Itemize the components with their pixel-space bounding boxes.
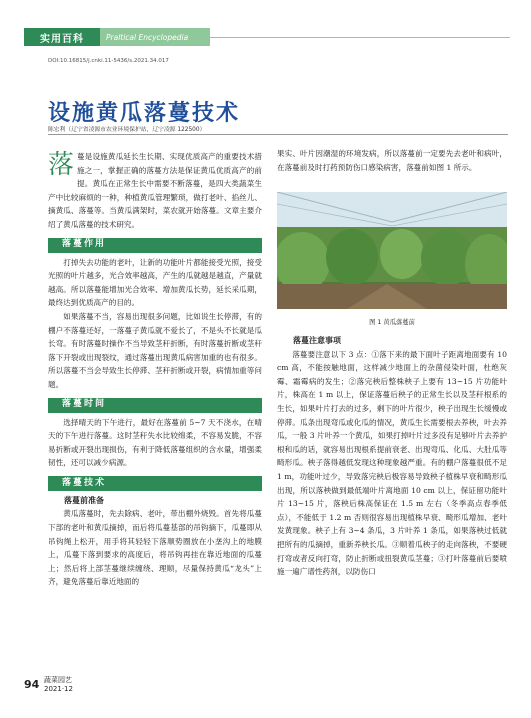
paragraph: 打掉失去功能的老叶，让新的功能叶片都能接受光照，接受光照的叶片越多，光合效率越高，产生的瓜就越是越直，产量就越高。所以落蔓能增加光合效率、增加黄瓜长势，延长采瓜期，最终达到优质高产的目的。 <box>48 257 262 308</box>
doi: DOI:10.16815/j.cnki.11-5436/s.2021.34.017 <box>48 58 169 64</box>
figure-photo <box>277 192 507 309</box>
paragraph: 黄瓜落蔓时，先去除病、老叶，带出棚外烧毁。首先将瓜蔓下部的老叶和黄瓜摘掉，而后将瓜蔓基部的吊钩摘下，瓜蔓即从吊钩绳上松开，用手将其轻轻下落顺势圈放在小垄沟上的地膜上，瓜蔓下落到要求的高度后，将吊钩再挂在靠近地面的瓜蔓上；然后将上部茎蔓继续缠绕、理顺，尽量保持黄瓜“龙头”上齐，避免落蔓后靠近地面的 <box>48 509 262 587</box>
section-label-english: Praltical Encyclopedia <box>100 28 210 46</box>
section-heading-timing: 落蔓时间 <box>48 398 262 413</box>
drop-cap: 落 <box>48 150 75 180</box>
left-column <box>48 150 262 589</box>
section-label: 实用百科 <box>24 28 100 46</box>
right-column-top <box>277 147 507 174</box>
intro-text: 蔓是设施黄瓜延长生长期、实现优质高产的重要技术措施之一，掌握正确的落蔓方法是保证黄瓜优质高产的前提。黄瓜在正常生长中需要不断落蔓，是四大类蔬菜生产中比较麻烦的一种，种植黄瓜管理繁琐，做打老叶、掐丝儿、摘黄瓜、落蔓等。当黄瓜满架时，菜农就开始落蔓。文章主要介绍了黄瓜落蔓的技术研究。 <box>48 152 262 229</box>
subheading-notes: 落蔓注意事项 <box>293 336 341 345</box>
header-rule <box>210 37 510 38</box>
issue-date: 2021·12 <box>44 685 73 693</box>
subheading-preparation: 落蔓前准备 <box>64 495 104 505</box>
article-title: 设施黄瓜落蔓技术 <box>48 101 241 126</box>
paragraph: 如果落蔓不当，容易出现很多问题，比如说生长停滞，有的棚户不落蔓还好，一落蔓子黄瓜就不爱长了，不是头不长就是瓜长弯。有时落蔓时操作不当导致茎秆折断，有时落蔓折断或茎秆落下开裂或出现裂纹，通过落蔓出现黄瓜病害加重的也有很多。所以落蔓不当会导致生长停滞、茎秆折断或开裂，病情加重等问题。 <box>48 311 262 389</box>
author-line: 陈宏利（辽宁省凌源市农业环境保护站，辽宁凌源 122500） <box>48 127 206 133</box>
magazine-info <box>44 676 73 694</box>
figure-caption: 图 1 黄瓜落蔓前 <box>369 319 415 326</box>
intro-paragraph <box>48 150 262 232</box>
magazine-name: 蔬菜园艺 <box>44 676 72 684</box>
greenhouse-cucumber-image <box>277 192 507 309</box>
paragraph: 果实、叶片因潮湿的环境发病，所以落蔓前一定要先去老叶和病叶，在落蔓前及时打药预防伤口感染病害，落蔓前如图 1 所示。 <box>277 149 507 172</box>
title-divider <box>48 134 508 135</box>
page-number: 94 <box>24 678 40 691</box>
paragraph: 选择晴天的下午进行，最好在落蔓前 5~7 天不浇水，在晴天的下午进行落蔓。这时茎秆失水比较绵柔，不容易发脆，不容易折断或开裂出现损伤，有利于降低落蔓组织的含水量，增强柔韧性，还可以减少病源。 <box>48 417 262 468</box>
right-column-bottom <box>277 334 507 579</box>
section-heading-technique: 落蔓技术 <box>48 476 262 491</box>
section-heading-role: 落蔓作用 <box>48 238 262 253</box>
paragraph: 落蔓要注意以下 3 点：①落下来的最下面叶子距离地面要有 10 cm 高，不能按触地面，这样减少地面上的杂菌侵染叶面，杜绝灰霉、霜霉病的发生；②落完秧后整株秧子上要有 13~15 片功能叶片，株高在 1 m 以上，保证落蔓后秧子的正常生长以及茎秆根系的生长，如果叶片打去的过多，剩下的叶片很少，秧子出现生长缓慢或停滞。瓜条出现弯瓜或化瓜的情况，黄瓜生长需要根去养秧，叶去养瓜，一般 3 片叶养一个黄瓜，如果打掉叶片过多没有足够叶片去养护根和瓜的话，就容易出现根系提前衰老、出现弯瓜、化瓜、大肚瓜等畸形瓜。秧子落得越低发现这种现象越严重。有的棚户落蔓很低不足 1 m，功能叶过少，导致落完秧后极容易导致秧子植株早衰和畸形瓜出现，所以落秧做到最低端叶片离地面 10 cm 以上，保证留功能叶片 13~15 片，落秧后株高保证在 1.5 m 左右（冬季高点春季低点），不能低于 1.2 m 否则很容易出现植株早衰、畸形瓜增加、老叶发黄现象。秧子上有 3~4 条瓜，3 片叶养 1 条瓜，如果落秧过低就把所有的瓜摘掉，重新养秧长瓜。③顺着瓜秧子的走向落秧，不要硬打弯或者反向打弯，防止折断或扭裂黄瓜茎蔓；③打叶落蔓前后要喷施一遍广谱性药剂，以防伤口 <box>277 349 507 577</box>
